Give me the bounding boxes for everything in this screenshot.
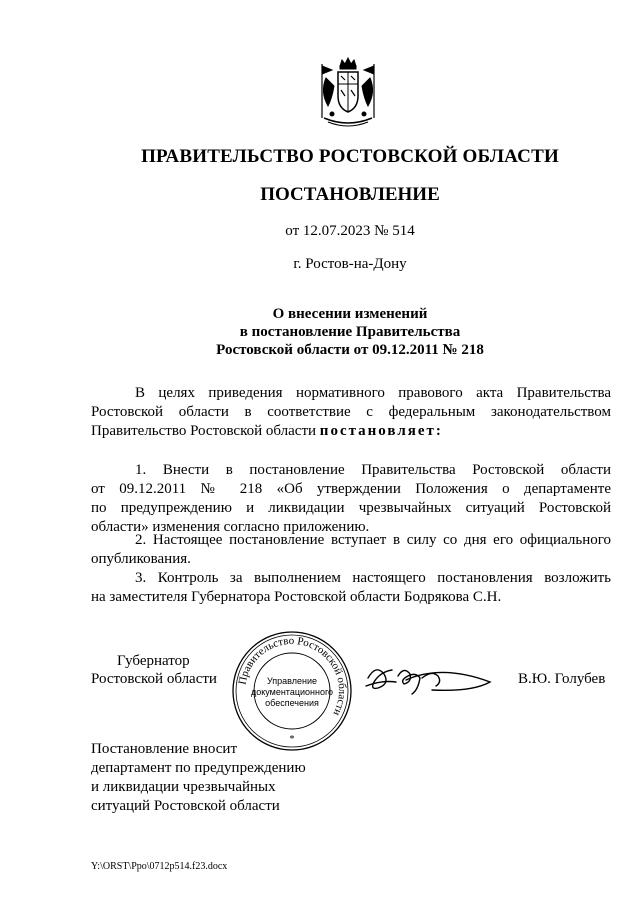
text-segment: Правительство Ростовской области: [91, 423, 320, 439]
text-line: 1. Внести в постановление Правительства Ростовской области: [135, 462, 611, 478]
subject-line: Ростовской области от 09.12.2011 № 218: [216, 342, 484, 358]
handwritten-signature-icon: [362, 660, 497, 700]
round-seal-icon: [231, 630, 353, 752]
text-line: опубликования.: [91, 551, 191, 567]
signatory-position: [91, 652, 217, 688]
text-line: [91, 422, 611, 441]
text-line: на заместителя Губернатора Ростовской области Бодрякова С.Н.: [91, 589, 502, 605]
subject-line: в постановление Правительства: [239, 324, 461, 340]
preamble-paragraph: [91, 384, 611, 441]
submitted-line: и ликвидации чрезвычайных: [91, 779, 276, 795]
coat-of-arms-icon: [316, 56, 380, 130]
subject-line: О внесении изменений: [272, 306, 428, 322]
date-number: от 12.07.2023 № 514: [285, 223, 415, 239]
seal-center-line: Управление: [266, 676, 318, 686]
text-line: 3. Контроль за выполнением настоящего постановления возложить: [135, 570, 611, 586]
submitted-line: Постановление вносит: [91, 741, 238, 757]
document-subject: [0, 305, 640, 359]
submitted-line: ситуаций Ростовской области: [91, 798, 280, 814]
city: г. Ростов-на-Дону: [293, 256, 407, 272]
svg-text:*: *: [289, 734, 295, 745]
text-line: В целях приведения нормативного правового акта Правительства: [135, 385, 611, 401]
submitted-line: департамент по предупреждению: [91, 760, 306, 776]
seal-center-line: документационного: [250, 687, 334, 697]
seal-center-line: обеспечения: [265, 698, 319, 708]
text-line: области» изменения согласно приложению.: [91, 519, 370, 535]
submitted-by-block: [91, 740, 306, 816]
resolves-keyword: постановляет:: [319, 423, 443, 439]
text-line: Ростовской области в соответствие с федеральным законодательством: [91, 404, 611, 420]
position-line: Губернатор: [117, 653, 190, 669]
document-type: ПОСТАНОВЛЕНИЕ: [260, 184, 440, 205]
position-line: Ростовской области: [91, 671, 217, 687]
text-line: 2. Настоящее постановление вступает в силу со дня его официального: [135, 532, 611, 548]
item-3-paragraph: [91, 569, 611, 607]
item-1-paragraph: [91, 461, 611, 537]
text-line: по предупреждению и ликвидации чрезвычайных ситуаций Ростовской: [91, 500, 611, 516]
item-2-paragraph: [91, 531, 611, 569]
organization-title: ПРАВИТЕЛЬСТВО РОСТОВСКОЙ ОБЛАСТИ: [141, 146, 559, 167]
file-path-footer: Y:\ORST\Ppo\0712p514.f23.docx: [91, 861, 228, 872]
seal-ring-text: Правительство Ростовской области: [236, 634, 349, 718]
text-line: от 09.12.2011 № 218 «Об утверждении Положения о департаменте: [91, 481, 611, 497]
signatory-name: В.Ю. Голубев: [518, 671, 606, 687]
